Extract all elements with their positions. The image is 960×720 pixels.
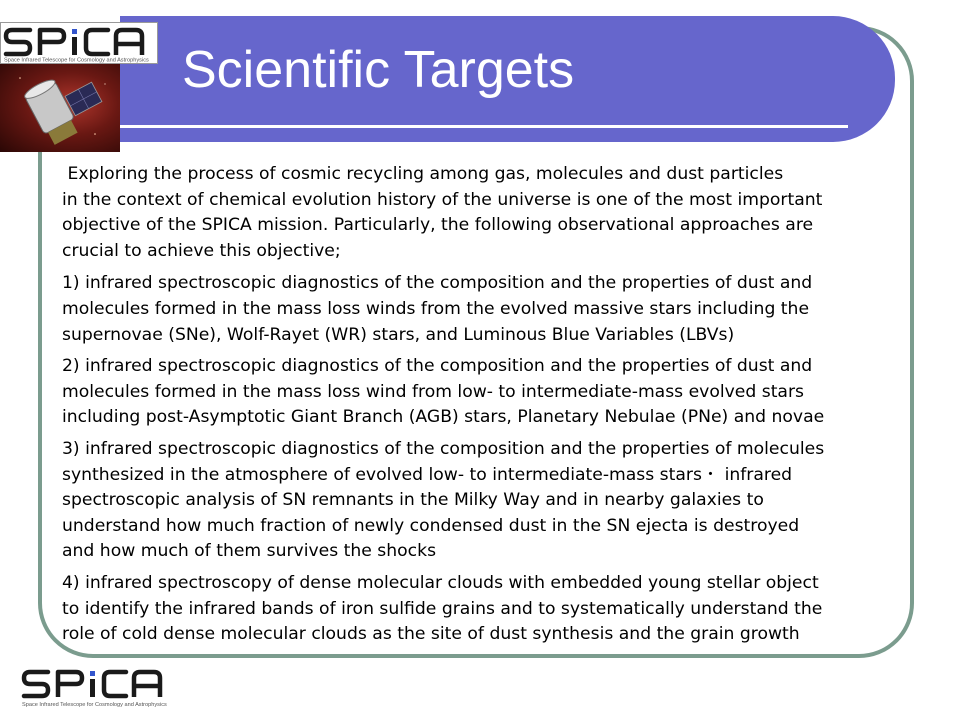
item-line: and how much of them survives the shocks <box>62 541 437 562</box>
logo-tagline: Space Infrared Telescope for Cosmology and Astrophysics <box>22 702 167 708</box>
item-line: supernovae (SNe), Wolf-Rayet (WR) stars, and Luminous Blue Variables (LBVs) <box>62 324 735 345</box>
intro-line: objective of the SPICA mission. Particularly, the following observational approaches are <box>62 215 814 236</box>
item-line: spectroscopic analysis of SN remnants in the Milky Way and in nearby galaxies to <box>62 490 764 511</box>
spica-logo-top <box>0 22 158 64</box>
item-line: to identify the infrared bands of iron sulfide grains and to systematically understand the <box>62 598 823 619</box>
item-line: 3) infrared spectroscopic diagnostics of the composition and the properties of molecules <box>62 438 825 459</box>
item-line: 1) infrared spectroscopic diagnostics of the composition and the properties of dust and <box>62 273 813 294</box>
intro-line: crucial to achieve this objective; <box>62 240 341 261</box>
logo-tagline: Space Infrared Telescope for Cosmology and Astrophysics <box>4 57 149 64</box>
item-line: understand how much fraction of newly condensed dust in the SN ejecta is destroyed <box>62 515 800 536</box>
item-line: synthesized in the atmosphere of evolved low- to intermediate-mass stars・ infrared <box>62 464 793 485</box>
target-item-2 <box>62 354 902 431</box>
slide-title: Scientific Targets <box>182 41 575 99</box>
spica-logo-bottom <box>20 666 172 710</box>
item-line: 2) infrared spectroscopic diagnostics of the composition and the properties of dust and <box>62 356 813 377</box>
satellite-icon <box>0 64 120 152</box>
intro-paragraph <box>62 162 902 264</box>
slide-body <box>62 162 902 654</box>
item-line: molecules formed in the mass loss winds from the evolved massive stars including the <box>62 298 810 319</box>
target-item-4 <box>62 571 902 648</box>
intro-line: Exploring the process of cosmic recycling among gas, molecules and dust particles <box>62 164 784 184</box>
target-item-3 <box>62 437 902 565</box>
item-line: molecules formed in the mass loss wind from low- to intermediate-mass evolved stars <box>62 381 804 402</box>
item-line: including post-Asymptotic Giant Branch (AGB) stars, Planetary Nebulae (PNe) and novae <box>62 407 825 428</box>
item-line: role of cold dense molecular clouds as the site of dust synthesis and the grain growth <box>62 624 800 645</box>
target-item-1 <box>62 271 902 348</box>
intro-line: in the context of chemical evolution history of the universe is one of the most important <box>62 189 823 210</box>
item-line: 4) infrared spectroscopy of dense molecular clouds with embedded young stellar object <box>62 572 819 593</box>
title-underline <box>120 125 848 128</box>
